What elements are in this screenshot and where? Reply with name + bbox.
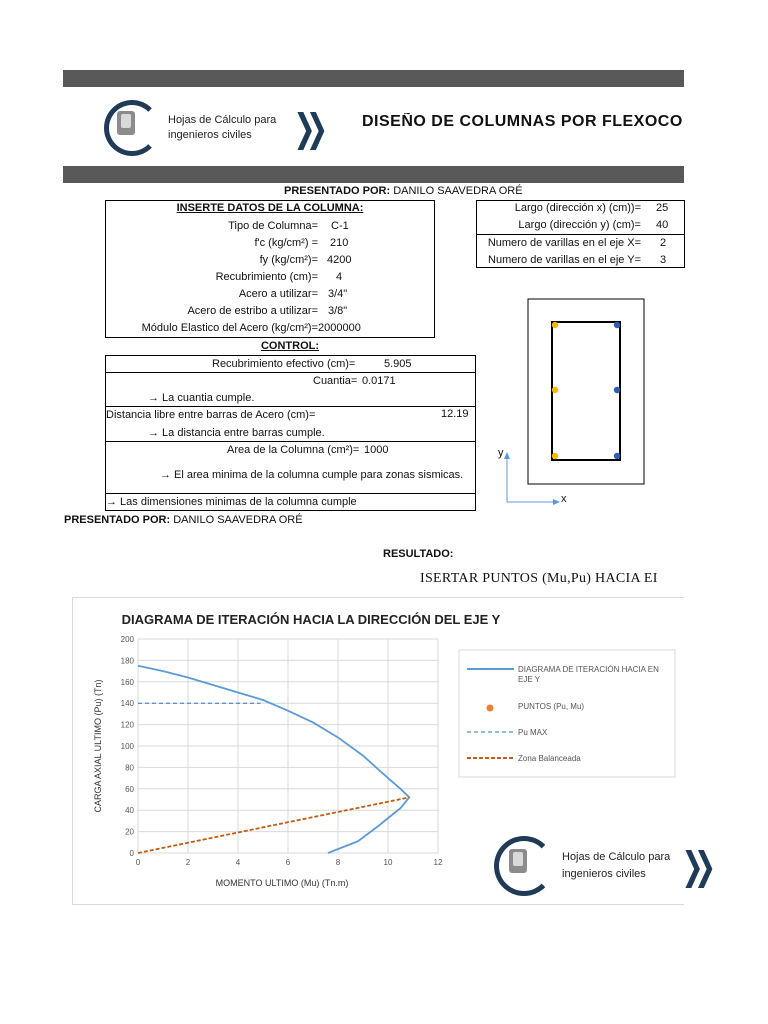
dim-value-nx[interactable]: 2 bbox=[660, 237, 667, 249]
chart-y-axis-label: CARGA AXIAL ULTIMO (Pu) (Tn) bbox=[93, 679, 103, 813]
cuantia-msg: → La cuantia cumple. bbox=[148, 392, 255, 404]
input-value-estribo[interactable]: 3/8" bbox=[328, 305, 348, 317]
input-value-tipo[interactable]: C-1 bbox=[331, 220, 349, 232]
dimensions-divider bbox=[476, 234, 685, 235]
axis-x-arrow-icon bbox=[553, 499, 560, 505]
chevron-right-icon-footer: ❯❯ bbox=[681, 845, 707, 888]
rebar-left-mid bbox=[552, 387, 558, 393]
legend-label-points: PUNTOS (Pu, Mu) bbox=[518, 702, 585, 711]
input-label-modulo: Módulo Elastico del Acero (kg/cm²)= bbox=[141, 322, 318, 334]
input-label-tipo: Tipo de Columna= bbox=[228, 220, 318, 232]
dim-label-y: Largo (dirección y) (cm)= bbox=[518, 219, 641, 231]
presented-by-label: PRESENTADO POR: bbox=[284, 185, 391, 197]
footer-logo-text bbox=[562, 849, 670, 883]
chart-y-ticks bbox=[121, 635, 135, 858]
engineer-logo-icon bbox=[104, 100, 160, 156]
distancia-value: 12.19 bbox=[441, 408, 469, 420]
x-tick-label: 8 bbox=[335, 858, 341, 867]
y-tick-label: 120 bbox=[120, 720, 134, 730]
chevron-right-icon: ❯❯ bbox=[293, 107, 319, 150]
section-frame bbox=[528, 299, 644, 484]
presented-by-name-bottom: DANILO SAAVEDRA ORÉ bbox=[173, 514, 303, 526]
axis-y-label: y bbox=[498, 447, 504, 459]
dim-label-ny: Numero de varillas en el eje Y= bbox=[488, 254, 641, 266]
logo-text-line1: Hojas de Cálculo para bbox=[168, 114, 277, 126]
x-tick-label: 12 bbox=[433, 858, 443, 867]
area-value: 1000 bbox=[364, 444, 389, 456]
rebar-right-top bbox=[614, 322, 620, 328]
header-bar-bottom bbox=[63, 166, 684, 183]
presented-by-top bbox=[105, 185, 685, 197]
input-value-recub[interactable]: 4 bbox=[336, 271, 343, 283]
logo-text-line2: ingenieros civiles bbox=[168, 129, 252, 141]
input-heading: INSERTE DATOS DE LA COLUMNA: bbox=[176, 202, 364, 214]
chart-x-axis-label: MOMENTO ULTIMO (Mu) (Tn.m) bbox=[215, 878, 349, 888]
recub-efectivo-value: 5.905 bbox=[384, 358, 412, 370]
cuantia-label: Cuantia= bbox=[313, 375, 358, 387]
area-label: Area de la Columna (cm²)= bbox=[227, 444, 360, 456]
recub-efectivo-label: Recubrimiento efectivo (cm)= bbox=[212, 358, 356, 370]
engineer-logo-icon-footer bbox=[494, 836, 554, 896]
control-divider-2 bbox=[105, 406, 476, 407]
input-label-acero: Acero a utilizar= bbox=[238, 288, 318, 300]
result-label: RESULTADO: bbox=[383, 548, 454, 560]
chart-series bbox=[138, 666, 409, 853]
y-tick-label: 160 bbox=[120, 677, 134, 687]
control-divider-3 bbox=[105, 441, 476, 442]
footer-logo bbox=[494, 836, 712, 896]
footer-logo-text-line2: ingenieros civiles bbox=[562, 868, 646, 880]
rebar-right-bot bbox=[614, 453, 620, 459]
distancia-msg: → La distancia entre barras cumple. bbox=[148, 427, 325, 439]
series-line-3 bbox=[138, 797, 409, 853]
control-heading: CONTROL: bbox=[260, 340, 320, 352]
input-label-fy: fy (kg/cm²)= bbox=[259, 254, 318, 266]
input-label-recub: Recubrimiento (cm)= bbox=[215, 271, 318, 283]
x-tick-label: 0 bbox=[135, 858, 141, 867]
input-value-fc[interactable]: 210 bbox=[330, 237, 349, 249]
area-msg: → El area minima de la columna cumple para zonas sismicas. bbox=[160, 469, 464, 481]
x-tick-label: 6 bbox=[285, 858, 291, 867]
y-tick-label: 60 bbox=[125, 784, 134, 794]
y-tick-label: 0 bbox=[129, 849, 134, 858]
y-tick-label: 100 bbox=[120, 742, 134, 751]
dim-value-y[interactable]: 40 bbox=[656, 219, 669, 231]
cuantia-value: 0.0171 bbox=[362, 375, 396, 387]
footer-logo-text-line1: Hojas de Cálculo para bbox=[562, 851, 671, 863]
y-tick-label: 20 bbox=[125, 827, 134, 837]
header-logo bbox=[104, 98, 324, 158]
x-tick-label: 2 bbox=[185, 858, 191, 867]
control-divider-4 bbox=[105, 493, 476, 494]
distancia-label: Distancia libre entre barras de Acero (cm)= bbox=[106, 409, 316, 421]
page-title: DISEÑO DE COLUMNAS POR FLEXOCO bbox=[362, 113, 683, 130]
x-tick-label: 4 bbox=[235, 858, 241, 867]
control-divider-1 bbox=[105, 372, 476, 373]
y-tick-label: 140 bbox=[120, 699, 134, 709]
rebar-left-bot bbox=[552, 453, 558, 459]
legend-marker-points bbox=[487, 705, 494, 712]
input-value-modulo[interactable]: 2000000 bbox=[318, 322, 361, 334]
header-bar-top bbox=[63, 70, 684, 87]
input-value-fy[interactable]: 4200 bbox=[327, 254, 352, 266]
input-label-fc: f'c (kg/cm²) = bbox=[254, 237, 318, 249]
rebar-left-top bbox=[552, 322, 558, 328]
dimensiones-msg: → Las dimensiones minimas de la columna cumple bbox=[106, 496, 357, 508]
logo-text bbox=[168, 113, 276, 143]
axis-x-label: x bbox=[561, 493, 567, 505]
legend-label-diagram: DIAGRAMA DE ITERACIÓN HACIA EN EJE Y bbox=[518, 665, 659, 684]
legend-label-pumax: Pu MAX bbox=[518, 728, 548, 737]
presented-by-bottom bbox=[64, 514, 303, 526]
y-tick-label: 80 bbox=[125, 763, 134, 773]
chart-x-ticks bbox=[136, 858, 443, 867]
presented-by-name: DANILO SAAVEDRA ORÉ bbox=[393, 185, 523, 197]
dim-value-x[interactable]: 25 bbox=[656, 202, 669, 214]
chart-grid bbox=[138, 639, 438, 853]
dim-label-x: Largo (dirección x) (cm))= bbox=[514, 202, 641, 214]
presented-by-label-bottom: PRESENTADO POR: bbox=[64, 514, 171, 526]
column-section-diagram bbox=[490, 298, 650, 508]
result-instruction: ISERTAR PUNTOS (Mu,Pu) HACIA EI bbox=[420, 571, 658, 586]
section-column bbox=[552, 322, 620, 460]
input-value-acero[interactable]: 3/4" bbox=[328, 288, 348, 300]
axis-y-arrow-icon bbox=[504, 452, 510, 459]
dim-value-ny[interactable]: 3 bbox=[660, 254, 667, 266]
y-tick-label: 200 bbox=[120, 635, 134, 644]
x-tick-label: 10 bbox=[383, 858, 393, 867]
rebar-right-mid bbox=[614, 387, 620, 393]
legend-label-balanceada: Zona Balanceada bbox=[518, 754, 581, 763]
dim-label-nx: Numero de varillas en el eje X= bbox=[487, 237, 641, 249]
chart-title: DIAGRAMA DE ITERACIÓN HACIA LA DIRECCIÓN DEL EJE Y bbox=[121, 612, 501, 627]
input-label-estribo: Acero de estribo a utilizar= bbox=[187, 305, 318, 317]
y-tick-label: 180 bbox=[120, 656, 134, 666]
y-tick-label: 40 bbox=[125, 806, 134, 816]
